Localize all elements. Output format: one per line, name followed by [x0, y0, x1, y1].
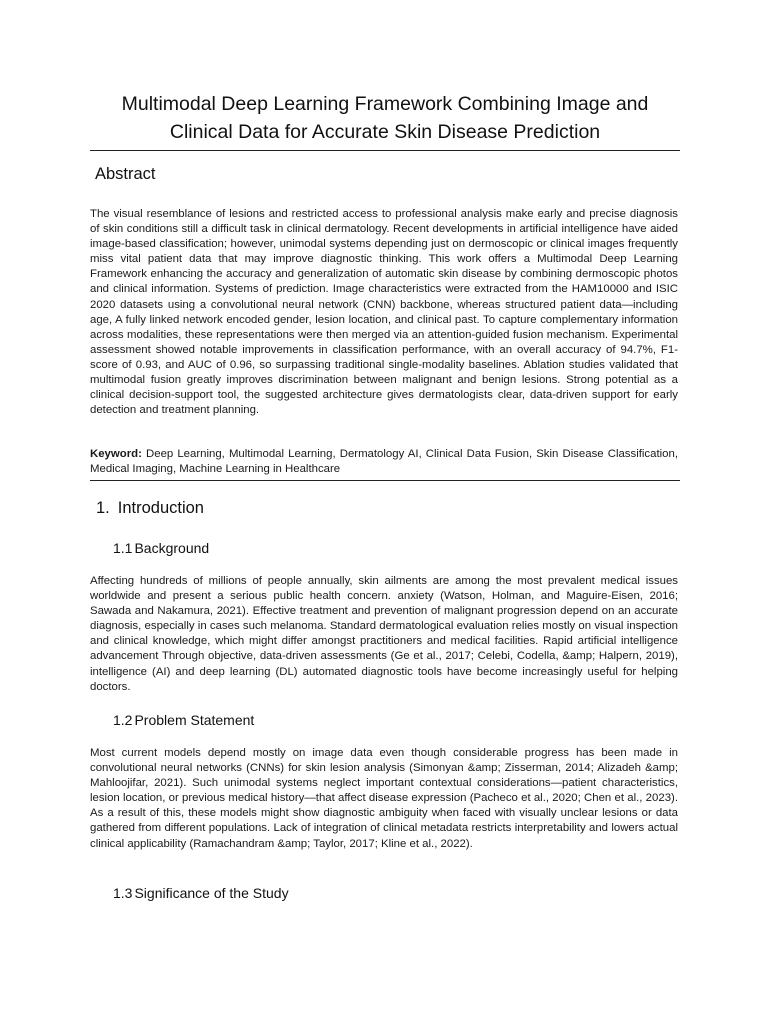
- subheading-number: 1.1: [113, 540, 133, 556]
- background-paragraph: Affecting hundreds of millions of people annually, skin ailments are among the most prevalent medical issues worldwide and present a serious public health concern. anxiety (Watson, Holman, and Maguire-Eisen, 2016; Sawada and Nakamura, 2021). Effective treatment and prevention of malignant progression depend on an accurate diagnosis, especially in cases such melanoma. Standard dermatological evaluation relies mostly on visual inspection and clinical knowledge, which might differ amongst practitioners and medical facilities. Rapid artificial intelligence advancement Through objective, data-driven assessments (Ge et al., 2017; Celebi, Codella, &amp; Halpern, 2019), intelligence (AI) and deep learning (DL) automated diagnostic tools have become increasingly useful for helping doctors.: [90, 575, 678, 693]
- title-line-1: Multimodal Deep Learning Framework Combining Image and: [121, 93, 649, 115]
- top-divider: [90, 150, 680, 151]
- abstract-heading: Abstract: [95, 165, 156, 183]
- title-line-2: Clinical Data for Accurate Skin Disease Prediction: [169, 121, 601, 143]
- section-heading-introduction: [96, 499, 204, 518]
- section-number: 1.: [96, 499, 110, 517]
- subheading-title: Significance of the Study: [134, 885, 289, 901]
- problem-statement-paragraph: Most current models depend mostly on image data even though considerable progress has been made in convolutional neural networks (CNNs) for skin lesion analysis (Simonyan &amp; Zisserman, 2014; Alizadeh &amp; Mahloojifar, 2021). Such unimodal systems neglect important contextual considerations—patient characteristics, lesion location, or previous medical history—that affect disease expression (Pacheco et al., 2020; Chen et al., 2023). As a result of this, these models might show diagnostic ambiguity when faced with visually unclear lesions or data gathered from different populations. Lack of integration of clinical metadata restricts interpretability and lowers actual clinical applicability (Ramachandram &amp; Taylor, 2017; Kline et al., 2022).: [90, 747, 678, 850]
- keywords-text: Deep Learning, Multimodal Learning, Dermatology AI, Clinical Data Fusion, Skin Disease Classification, Medical Imaging, Machine Learning in Healthcare: [90, 448, 678, 476]
- keywords: [90, 447, 678, 477]
- bottom-divider: [90, 480, 680, 481]
- subheading-title: Problem Statement: [134, 712, 255, 728]
- subheading-title: Background: [134, 540, 210, 556]
- subheading-background: [113, 540, 209, 556]
- paper-title: [90, 90, 680, 146]
- section-title: Introduction: [117, 499, 204, 517]
- subheading-number: 1.2: [113, 712, 133, 728]
- subheading-significance: [113, 885, 289, 901]
- abstract-text: The visual resemblance of lesions and restricted access to professional analysis make early and precise diagnosis of skin conditions still a difficult task in clinical dermatology. Recent developments in artificial intelligence have aided image-based classification; however, unimodal systems depending just on dermoscopic or clinical images frequently miss vital patient data that may improve diagnostic thinking. This work offers a Multimodal Deep Learning Framework enhancing the accuracy and generalization of automatic skin disease by combining dermoscopic photos and clinical information. Systems of prediction. Image characteristics were extracted from the HAM10000 and ISIC 2020 datasets using a convolutional neural network (CNN) backbone, whereas structured patient data—including age, A fully linked network encoded gender, lesion location, and clinical past. To capture complementary information across modalities, these representations were then merged via an attention-guided fusion mechanism. Experimental assessment showed notable improvements in classification performance, with an overall accuracy of 94.7%, F1-score of 0.93, and AUC of 0.96, so surpassing traditional single-modality baselines. Ablation studies validated that multimodal fusion greatly improves discrimination between malignant and benign lesions. Strong potential as a clinical decision-support tool, the suggested architecture gives dermatologists clear, data-driven support for early detection and treatment planning.: [90, 208, 678, 417]
- keywords-label: Keyword:: [90, 448, 142, 460]
- subheading-problem-statement: [113, 712, 254, 728]
- subheading-number: 1.3: [113, 885, 133, 901]
